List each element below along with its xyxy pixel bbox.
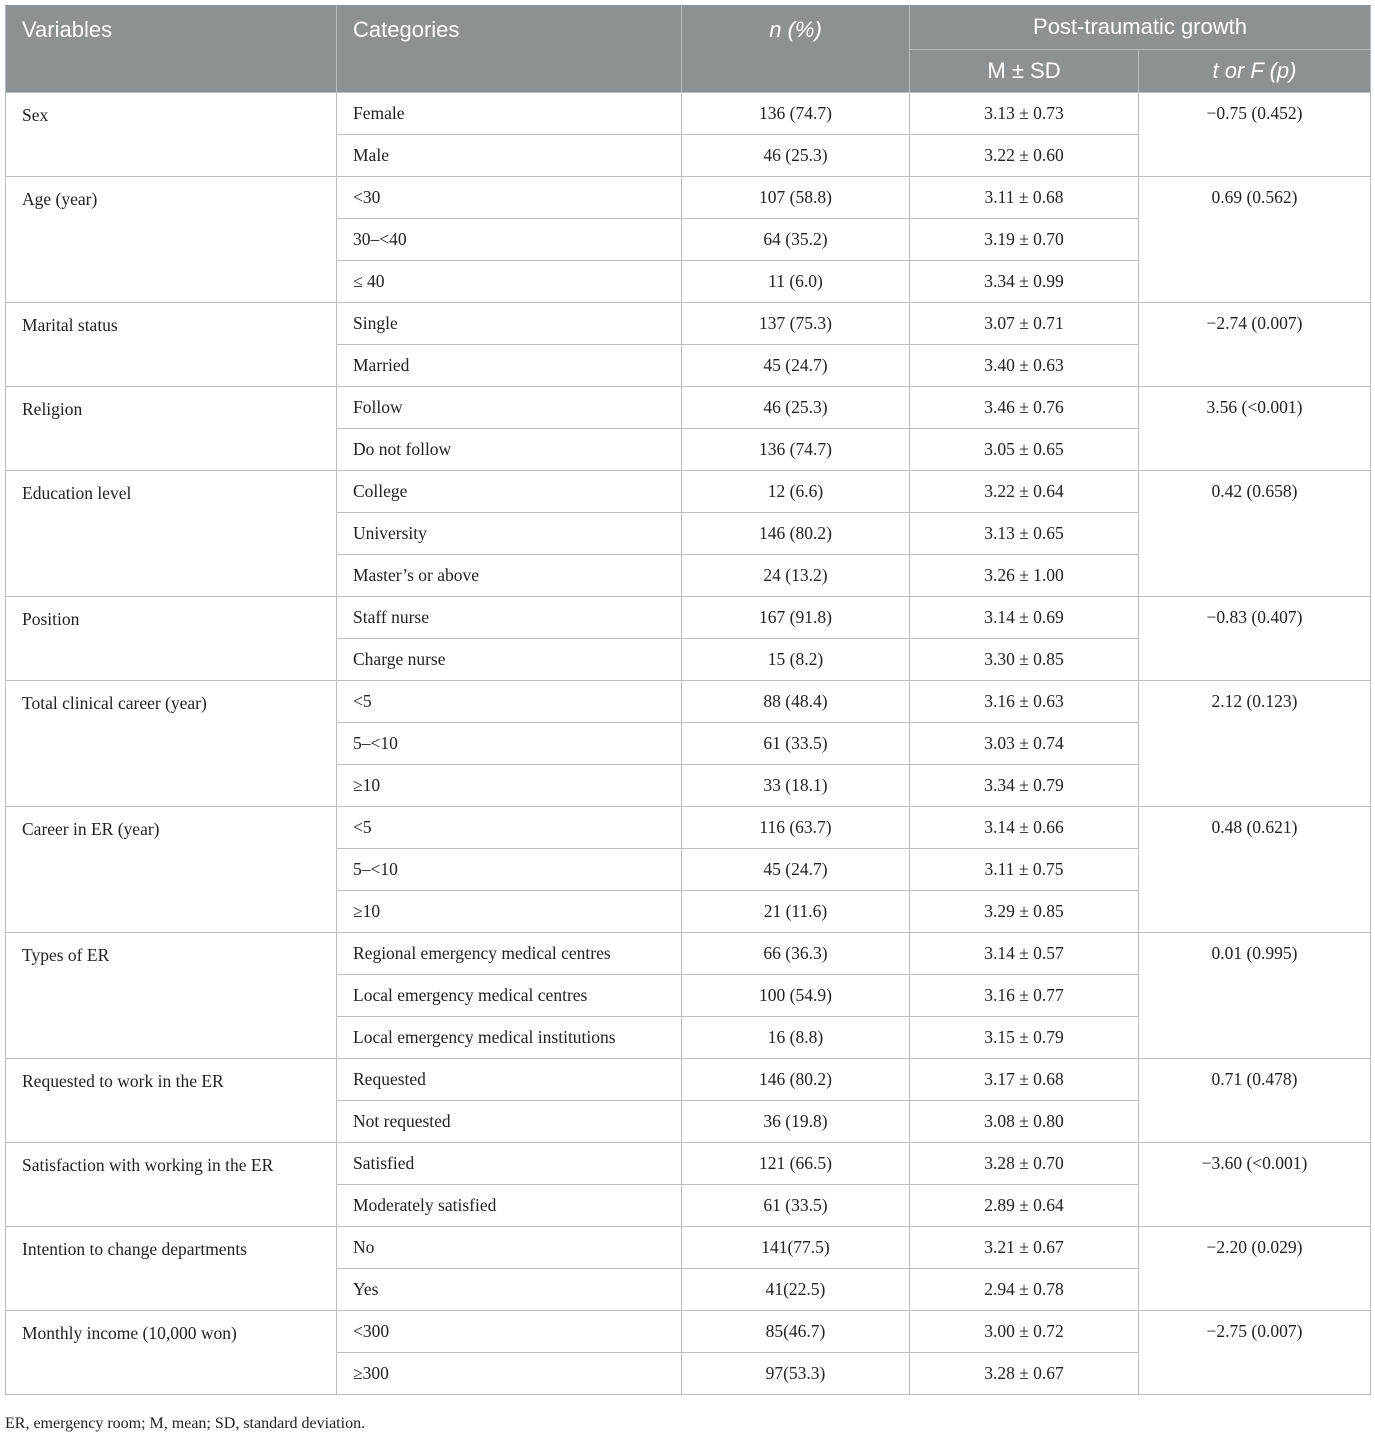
mean-sd-cell: 3.26 ± 1.00 (910, 555, 1139, 597)
n-percent-cell: 21 (11.6) (682, 891, 910, 933)
mean-sd-cell: 3.40 ± 0.63 (910, 345, 1139, 387)
n-percent-cell: 46 (25.3) (682, 387, 910, 429)
table-row (6, 597, 1371, 639)
n-percent-cell: 45 (24.7) (682, 345, 910, 387)
header-variables: Variables (6, 5, 337, 93)
mean-sd-cell: 3.14 ± 0.66 (910, 807, 1139, 849)
variable-cell: Education level (6, 471, 337, 597)
mean-sd-cell: 3.08 ± 0.80 (910, 1101, 1139, 1143)
mean-sd-cell: 3.15 ± 0.79 (910, 1017, 1139, 1059)
table-row (6, 933, 1371, 975)
n-percent-cell: 88 (48.4) (682, 681, 910, 723)
variable-cell: Sex (6, 93, 337, 177)
header-categories: Categories (337, 5, 682, 93)
mean-sd-cell: 3.13 ± 0.73 (910, 93, 1139, 135)
variable-cell: Religion (6, 387, 337, 471)
category-cell: Do not follow (337, 429, 682, 471)
n-percent-cell: 116 (63.7) (682, 807, 910, 849)
mean-sd-cell: 3.05 ± 0.65 (910, 429, 1139, 471)
category-cell: College (337, 471, 682, 513)
n-percent-cell: 85(46.7) (682, 1311, 910, 1353)
n-percent-cell: 15 (8.2) (682, 639, 910, 681)
mean-sd-cell: 3.19 ± 0.70 (910, 219, 1139, 261)
category-cell: Married (337, 345, 682, 387)
variable-cell: Marital status (6, 303, 337, 387)
t-or-f-cell: −2.75 (0.007) (1139, 1311, 1371, 1395)
category-cell: University (337, 513, 682, 555)
mean-sd-cell: 3.17 ± 0.68 (910, 1059, 1139, 1101)
category-cell: 30–<40 (337, 219, 682, 261)
category-cell: ≤ 40 (337, 261, 682, 303)
mean-sd-cell: 3.28 ± 0.70 (910, 1143, 1139, 1185)
t-or-f-cell: −2.74 (0.007) (1139, 303, 1371, 387)
n-percent-cell: 46 (25.3) (682, 135, 910, 177)
n-percent-cell: 61 (33.5) (682, 723, 910, 765)
t-or-f-cell: 0.69 (0.562) (1139, 177, 1371, 303)
variable-cell: Career in ER (year) (6, 807, 337, 933)
n-percent-cell: 36 (19.8) (682, 1101, 910, 1143)
n-percent-cell: 33 (18.1) (682, 765, 910, 807)
table-row (6, 1227, 1371, 1269)
n-percent-cell: 100 (54.9) (682, 975, 910, 1017)
category-cell: ≥300 (337, 1353, 682, 1395)
mean-sd-cell: 3.16 ± 0.77 (910, 975, 1139, 1017)
variable-cell: Age (year) (6, 177, 337, 303)
variable-cell: Requested to work in the ER (6, 1059, 337, 1143)
n-percent-cell: 16 (8.8) (682, 1017, 910, 1059)
category-cell: Follow (337, 387, 682, 429)
table-row (6, 1143, 1371, 1185)
t-or-f-cell: −0.75 (0.452) (1139, 93, 1371, 177)
category-cell: <300 (337, 1311, 682, 1353)
category-cell: Single (337, 303, 682, 345)
n-percent-cell: 45 (24.7) (682, 849, 910, 891)
mean-sd-cell: 2.89 ± 0.64 (910, 1185, 1139, 1227)
table-row (6, 303, 1371, 345)
mean-sd-cell: 3.11 ± 0.68 (910, 177, 1139, 219)
mean-sd-cell: 3.07 ± 0.71 (910, 303, 1139, 345)
table-body (6, 93, 1371, 1395)
mean-sd-cell: 3.03 ± 0.74 (910, 723, 1139, 765)
t-or-f-cell: 2.12 (0.123) (1139, 681, 1371, 807)
mean-sd-cell: 3.30 ± 0.85 (910, 639, 1139, 681)
category-cell: Male (337, 135, 682, 177)
mean-sd-cell: 3.00 ± 0.72 (910, 1311, 1139, 1353)
n-percent-cell: 61 (33.5) (682, 1185, 910, 1227)
n-percent-cell: 136 (74.7) (682, 429, 910, 471)
category-cell: 5–<10 (337, 723, 682, 765)
header-n-percent: n (%) (682, 5, 910, 93)
category-cell: Female (337, 93, 682, 135)
table-footnote: ER, emergency room; M, mean; SD, standard deviation. (5, 1415, 366, 1432)
header-post-traumatic-growth: Post-traumatic growth (910, 5, 1371, 50)
category-cell: ≥10 (337, 891, 682, 933)
category-cell: Yes (337, 1269, 682, 1311)
mean-sd-cell: 3.34 ± 0.99 (910, 261, 1139, 303)
n-percent-cell: 97(53.3) (682, 1353, 910, 1395)
n-percent-cell: 121 (66.5) (682, 1143, 910, 1185)
mean-sd-cell: 3.46 ± 0.76 (910, 387, 1139, 429)
category-cell: Not requested (337, 1101, 682, 1143)
t-or-f-cell: 0.48 (0.621) (1139, 807, 1371, 933)
table-row (6, 177, 1371, 219)
n-percent-cell: 137 (75.3) (682, 303, 910, 345)
mean-sd-cell: 3.22 ± 0.60 (910, 135, 1139, 177)
mean-sd-cell: 3.11 ± 0.75 (910, 849, 1139, 891)
variable-cell: Position (6, 597, 337, 681)
variable-cell: Intention to change departments (6, 1227, 337, 1311)
mean-sd-cell: 2.94 ± 0.78 (910, 1269, 1139, 1311)
mean-sd-cell: 3.16 ± 0.63 (910, 681, 1139, 723)
category-cell: Staff nurse (337, 597, 682, 639)
table-row (6, 387, 1371, 429)
n-percent-cell: 12 (6.6) (682, 471, 910, 513)
n-percent-cell: 141(77.5) (682, 1227, 910, 1269)
t-or-f-cell: −3.60 (<0.001) (1139, 1143, 1371, 1227)
n-percent-cell: 64 (35.2) (682, 219, 910, 261)
t-or-f-cell: 0.42 (0.658) (1139, 471, 1371, 597)
category-cell: Master’s or above (337, 555, 682, 597)
ptg-table (5, 5, 1371, 1395)
n-percent-cell: 24 (13.2) (682, 555, 910, 597)
mean-sd-cell: 3.29 ± 0.85 (910, 891, 1139, 933)
category-cell: Charge nurse (337, 639, 682, 681)
category-cell: Moderately satisfied (337, 1185, 682, 1227)
category-cell: No (337, 1227, 682, 1269)
n-percent-cell: 146 (80.2) (682, 513, 910, 555)
t-or-f-cell: 0.01 (0.995) (1139, 933, 1371, 1059)
table-row (6, 1311, 1371, 1353)
category-cell: 5–<10 (337, 849, 682, 891)
mean-sd-cell: 3.13 ± 0.65 (910, 513, 1139, 555)
n-percent-cell: 66 (36.3) (682, 933, 910, 975)
category-cell: Local emergency medical centres (337, 975, 682, 1017)
mean-sd-cell: 3.34 ± 0.79 (910, 765, 1139, 807)
t-or-f-cell: −0.83 (0.407) (1139, 597, 1371, 681)
category-cell: <30 (337, 177, 682, 219)
n-percent-cell: 167 (91.8) (682, 597, 910, 639)
category-cell: <5 (337, 681, 682, 723)
variable-cell: Total clinical career (year) (6, 681, 337, 807)
table-row (6, 1059, 1371, 1101)
table-row (6, 93, 1371, 135)
n-percent-cell: 41(22.5) (682, 1269, 910, 1311)
mean-sd-cell: 3.14 ± 0.57 (910, 933, 1139, 975)
n-percent-cell: 136 (74.7) (682, 93, 910, 135)
variable-cell: Satisfaction with working in the ER (6, 1143, 337, 1227)
category-cell: ≥10 (337, 765, 682, 807)
n-percent-cell: 107 (58.8) (682, 177, 910, 219)
mean-sd-cell: 3.14 ± 0.69 (910, 597, 1139, 639)
header-t-or-f: t or F (p) (1139, 50, 1371, 93)
variable-cell: Types of ER (6, 933, 337, 1059)
mean-sd-cell: 3.28 ± 0.67 (910, 1353, 1139, 1395)
t-or-f-cell: 3.56 (<0.001) (1139, 387, 1371, 471)
table-row (6, 807, 1371, 849)
variable-cell: Monthly income (10,000 won) (6, 1311, 337, 1395)
category-cell: <5 (337, 807, 682, 849)
n-percent-cell: 11 (6.0) (682, 261, 910, 303)
category-cell: Requested (337, 1059, 682, 1101)
header-mean-sd: M ± SD (910, 50, 1139, 93)
category-cell: Regional emergency medical centres (337, 933, 682, 975)
mean-sd-cell: 3.21 ± 0.67 (910, 1227, 1139, 1269)
t-or-f-cell: −2.20 (0.029) (1139, 1227, 1371, 1311)
t-or-f-cell: 0.71 (0.478) (1139, 1059, 1371, 1143)
table-row (6, 471, 1371, 513)
mean-sd-cell: 3.22 ± 0.64 (910, 471, 1139, 513)
category-cell: Local emergency medical institutions (337, 1017, 682, 1059)
n-percent-cell: 146 (80.2) (682, 1059, 910, 1101)
category-cell: Satisfied (337, 1143, 682, 1185)
table-row (6, 681, 1371, 723)
